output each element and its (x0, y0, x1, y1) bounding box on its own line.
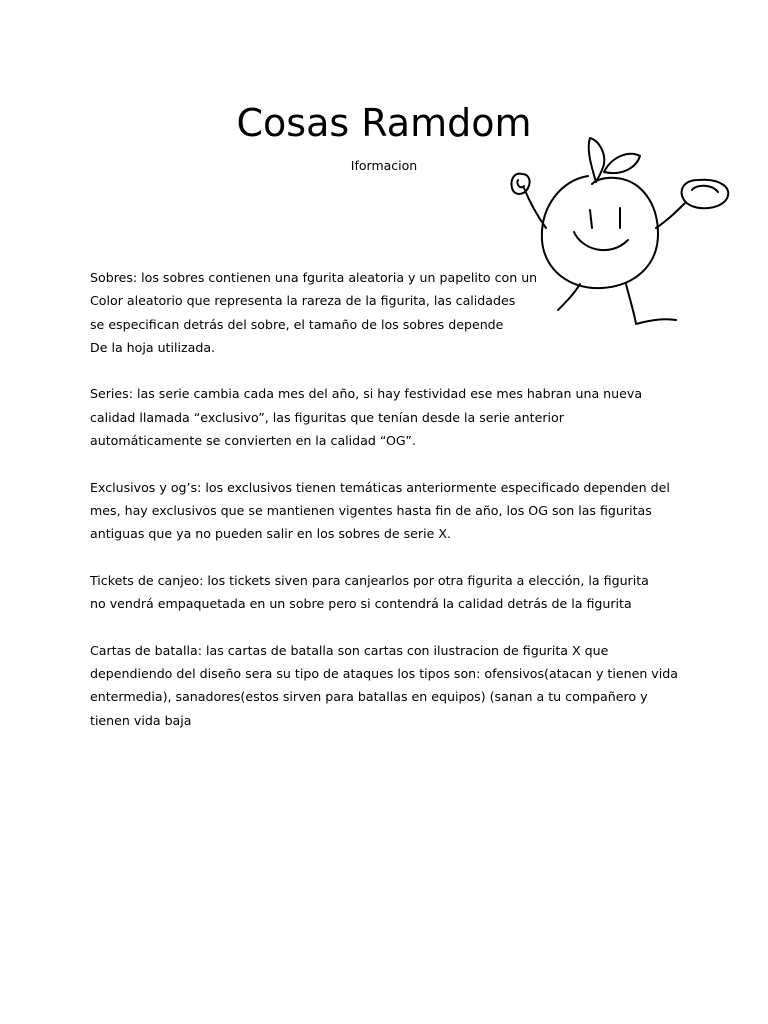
text-line: dependiendo del diseño sera su tipo de ataques los tipos son: ofensivos(atacan y tienen vida (90, 666, 678, 682)
text-line: Exclusivos y og’s: los exclusivos tienen temáticas anteriormente especificado dependen del (90, 479, 670, 495)
left-arm (524, 188, 546, 228)
document-body (90, 266, 690, 755)
right-hand (682, 180, 729, 209)
left-hand (511, 174, 529, 194)
apple-stem (589, 138, 605, 182)
paragraph-cartas (90, 639, 690, 732)
paragraph-sobres (90, 266, 690, 359)
text-line: tienen vida baja (90, 712, 192, 728)
text-line: automáticamente se convierten en la calidad “OG”. (90, 433, 416, 449)
text-line: mes, hay exclusivos que se mantienen vigentes hasta fin de año, los OG son las figuritas (90, 502, 652, 518)
text-line: antiguas que ya no pueden salir en los sobres de serie X. (90, 526, 451, 542)
text-line: se especifican detrás del sobre, el tamaño de los sobres depende (90, 316, 504, 332)
right-arm (656, 202, 686, 228)
text-line: Tickets de canjeo: los tickets siven para canjearlos por otra figurita a elección, la figurita (90, 572, 649, 588)
paragraph-series (90, 382, 690, 452)
text-line: entermedia), sanadores(estos sirven para batallas en equipos) (sanan a tu compañero y (90, 689, 648, 705)
text-line: calidad llamada “exclusivo”, las figuritas que tenían desde la serie anterior (90, 409, 564, 425)
text-line: De la hoja utilizada. (90, 339, 216, 355)
text-line: Sobres: los sobres contienen una fgurita aleatoria y un papelito con un (90, 270, 538, 285)
text-line: Cartas de batalla: las cartas de batalla son cartas con ilustracion de figurita X que (90, 642, 609, 658)
document-subtitle: Iformacion (350, 158, 418, 173)
text-line: Series: las serie cambia cada mes del año, si hay festividad ese mes habran una nueva (90, 386, 643, 402)
text-line: Color aleatorio que representa la rareza de la figurita, las calidades (90, 293, 516, 309)
paragraph-exclusivos (90, 476, 690, 546)
paragraph-tickets (90, 569, 690, 616)
apple-leaf (604, 154, 640, 173)
text-line: no vendrá empaquetada en un sobre pero si contendrá la calidad detrás de la figurita (90, 596, 632, 612)
smile (574, 232, 628, 250)
document-title: Cosas Ramdom (236, 101, 532, 145)
left-eye (590, 210, 592, 228)
